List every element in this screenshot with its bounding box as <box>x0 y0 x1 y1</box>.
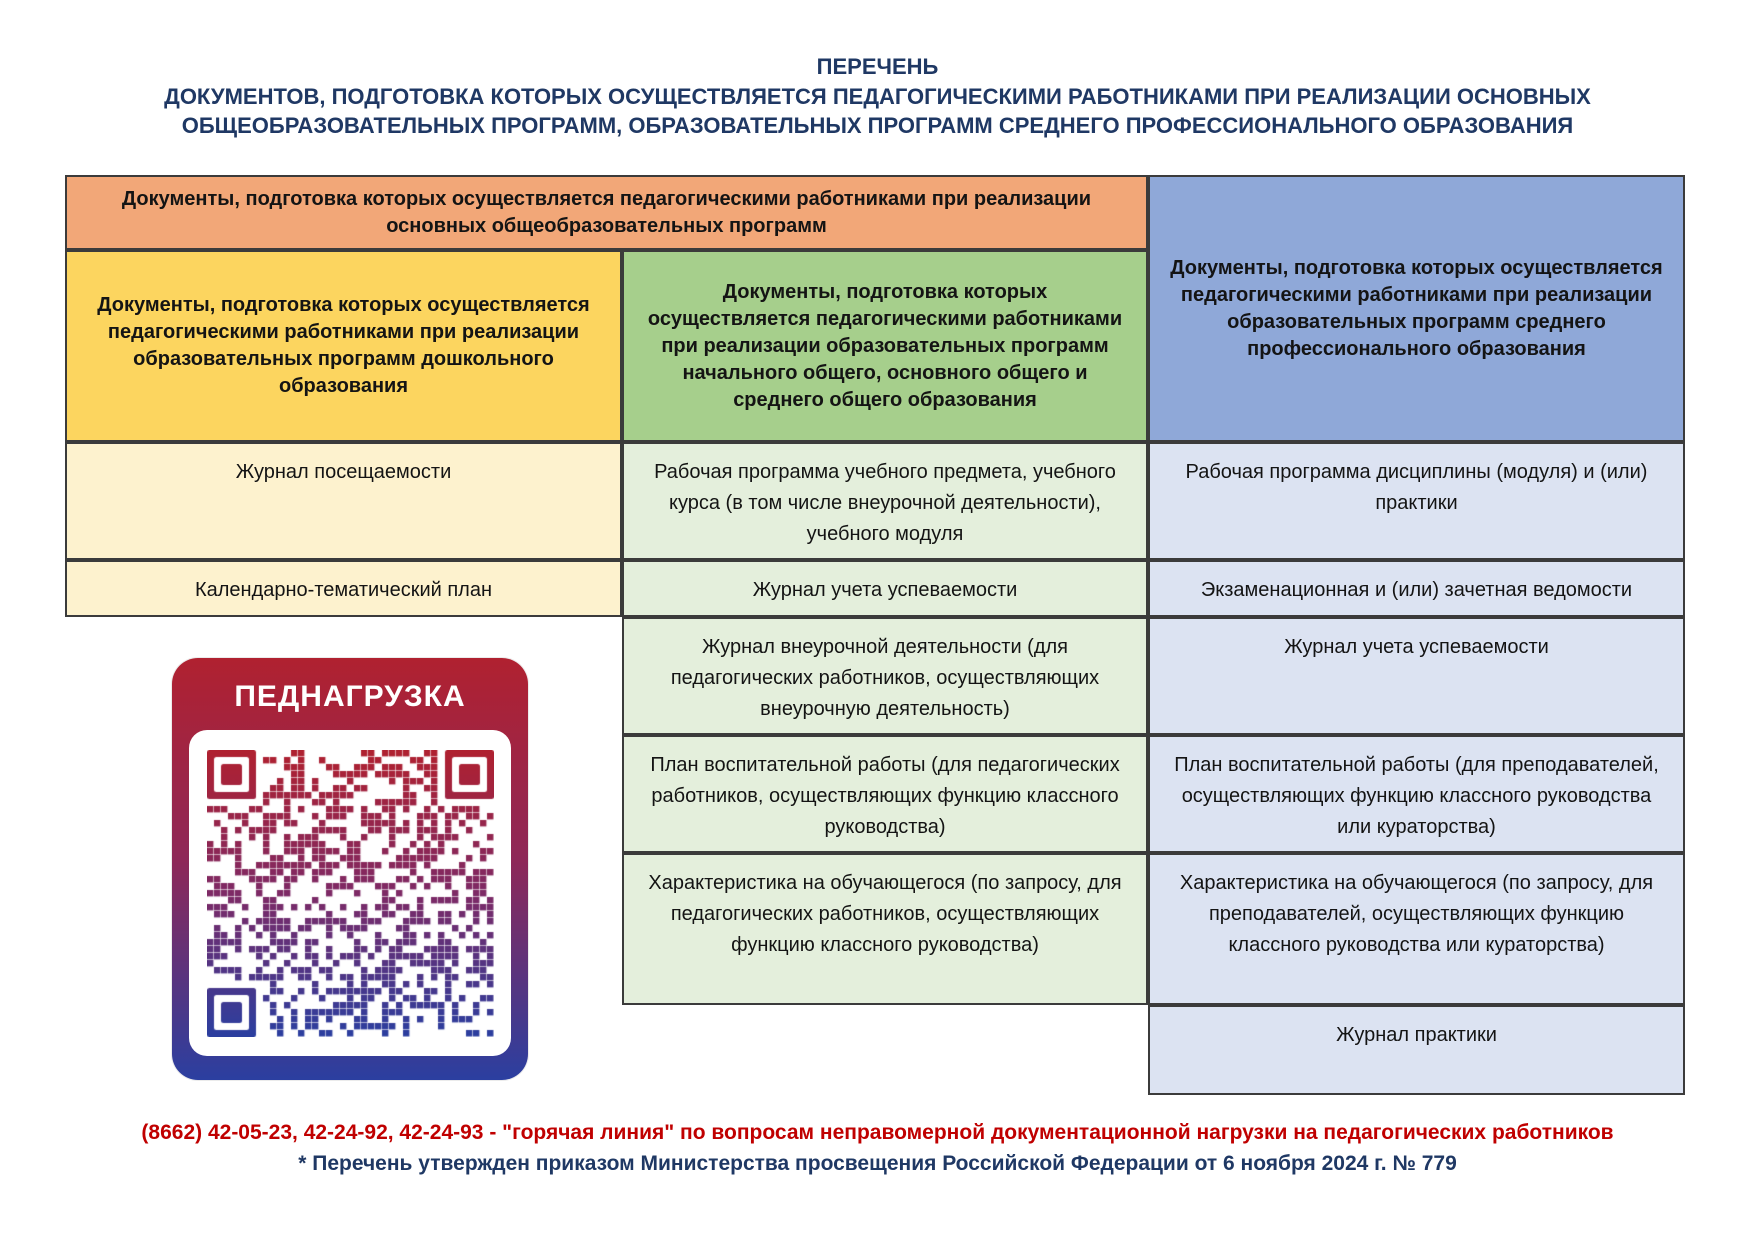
hotline-text: (8662) 42-05-23, 42-24-92, 42-24-93 - "горячая линия" по вопросам неправомерной документационной нагрузки на педагогических работников <box>141 1121 1614 1144</box>
page-title-line2: ДОКУМЕНТОВ, ПОДГОТОВКА КОТОРЫХ ОСУЩЕСТВЛЯЕТСЯ ПЕДАГОГИЧЕСКИМИ РАБОТНИКАМИ ПРИ РЕАЛИЗАЦИИ ОСНОВНЫХ <box>164 84 1591 109</box>
spo-row-work-program: Рабочая программа дисциплины (модуля) и (или) практики <box>1148 442 1685 560</box>
spo-row-exam-sheet: Экзаменационная и (или) зачетная ведомости <box>1148 560 1685 617</box>
school-row-student-reference: Характеристика на обучающегося (по запросу, для педагогических работников, осуществляющих функцию классного руководства) <box>622 853 1148 1005</box>
page-title-line3: ОБЩЕОБРАЗОВАТЕЛЬНЫХ ПРОГРАММ, ОБРАЗОВАТЕЛЬНЫХ ПРОГРАММ СРЕДНЕГО ПРОФЕССИОНАЛЬНОГО ОБРАЗОВАНИЯ <box>181 113 1574 138</box>
page-title-line1: ПЕРЕЧЕНЬ <box>816 54 939 79</box>
order-note-text: * Перечень утвержден приказом Министерства просвещения Российской Федерации от 6 ноября 2024 г. № 779 <box>298 1152 1457 1175</box>
pednagruzka-qr-card <box>172 658 528 1080</box>
header-spo-programs: Документы, подготовка которых осуществляется педагогическими работниками при реализации образовательных программ среднего профессионального образования <box>1148 175 1685 442</box>
spo-row-practice-journal: Журнал практики <box>1148 1005 1685 1095</box>
school-row-grades-journal: Журнал учета успеваемости <box>622 560 1148 617</box>
preschool-row-calendar-plan: Календарно-тематический план <box>65 560 622 617</box>
spo-row-education-plan: План воспитательной работы (для преподавателей, осуществляющих функцию классного руководства или кураторства) <box>1148 735 1685 853</box>
page-title <box>0 52 1755 140</box>
school-row-work-program: Рабочая программа учебного предмета, учебного курса (в том числе внеурочной деятельности), учебного модуля <box>622 442 1148 560</box>
qr-card-label: ПЕДНАГРУЗКА <box>234 680 466 713</box>
qr-code-frame <box>189 730 511 1056</box>
spo-row-grades-journal: Журнал учета успеваемости <box>1148 617 1685 735</box>
header-general-programs: Документы, подготовка которых осуществляется педагогическими работниками при реализации основных общеобразовательных программ <box>65 175 1148 250</box>
school-row-education-plan: План воспитательной работы (для педагогических работников, осуществляющих функцию классного руководства) <box>622 735 1148 853</box>
school-row-extracurricular-journal: Журнал внеурочной деятельности (для педагогических работников, осуществляющих внеурочную деятельность) <box>622 617 1148 735</box>
preschool-row-attendance-journal: Журнал посещаемости <box>65 442 622 560</box>
header-preschool-programs: Документы, подготовка которых осуществляется педагогическими работниками при реализации образовательных программ дошкольного образования <box>65 250 622 442</box>
spo-row-student-reference: Характеристика на обучающегося (по запросу, для преподавателей, осуществляющих функцию классного руководства или кураторства) <box>1148 853 1685 1005</box>
qr-code <box>207 750 494 1037</box>
footer <box>0 1118 1755 1180</box>
header-school-programs: Документы, подготовка которых осуществляется педагогическими работниками при реализации образовательных программ начального общего, основного общего и среднего общего образования <box>622 250 1148 442</box>
